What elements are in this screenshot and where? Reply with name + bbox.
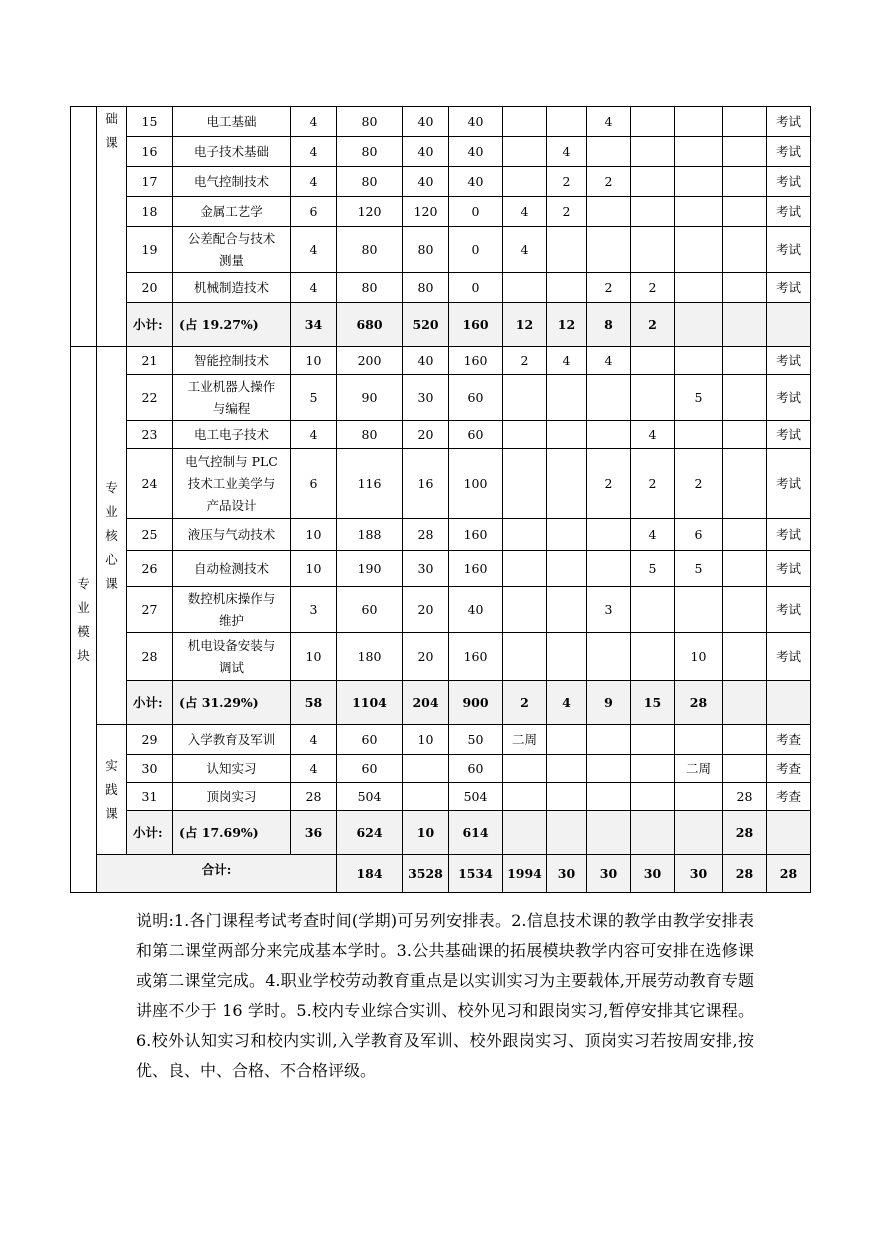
semester-1-cell: 2 — [503, 681, 547, 725]
course-number: 23 — [127, 421, 173, 449]
assessment-cell: 考试 — [767, 137, 811, 167]
theory-hours-cell: 80 — [403, 227, 449, 273]
practice-hours-cell: 40 — [449, 587, 503, 633]
credit-cell: 36 — [291, 811, 337, 855]
semester-5-cell: 6 — [675, 519, 723, 551]
semester-4-cell — [631, 633, 675, 681]
subtotal-row — [71, 811, 811, 855]
credit-cell: 4 — [291, 137, 337, 167]
semester-1-cell — [503, 449, 547, 519]
course-name: 公差配合与技术测量 — [173, 227, 291, 273]
theory-hours-cell: 40 — [403, 107, 449, 137]
theory-hours-cell: 16 — [403, 449, 449, 519]
semester-3-cell: 3 — [587, 587, 631, 633]
subtotal-label: 小计: — [127, 303, 173, 347]
explanatory-note: 说明:1.各门课程考试考查时间(学期)可另列安排表。2.信息技术课的教学由教学安排表和第二课堂两部分来完成基本学时。3.公共基础课的拓展模块教学内容可安排在选修课或第二课堂完成。4.职业学校劳动教育重点是以实训实习为主要载体,开展劳动教育专题讲座不少于 16 学时。5.校内专业综合实训、校外见习和跟岗实习,暂停安排其它课程。6.校外认知实习和校内实训,入学教育及军训、校外跟岗实习、顶岗实习若按周安排,按优、良、中、合格、不合格评级。 — [136, 911, 754, 1080]
course-number: 15 — [127, 107, 173, 137]
theory-hours-cell: 30 — [403, 551, 449, 587]
practice-hours-cell: 0 — [449, 197, 503, 227]
course-number: 18 — [127, 197, 173, 227]
practice-hours-cell: 40 — [449, 107, 503, 137]
semester-6-cell — [723, 519, 767, 551]
credit-cell: 184 — [337, 855, 403, 893]
semester-4-cell — [631, 347, 675, 375]
semester-2-cell — [547, 449, 587, 519]
semester-2-cell — [547, 783, 587, 811]
semester-5-cell — [675, 783, 723, 811]
theory-hours-cell: 204 — [403, 681, 449, 725]
practice-hours-cell: 60 — [449, 421, 503, 449]
practice-hours-cell: 0 — [449, 227, 503, 273]
total-hours-cell: 60 — [337, 587, 403, 633]
semester-4-cell — [631, 227, 675, 273]
semester-6-cell — [723, 421, 767, 449]
subtotal-percent: (占 31.29%) — [173, 681, 291, 725]
semester-5-cell: 10 — [675, 633, 723, 681]
total-hours-cell: 180 — [337, 633, 403, 681]
semester-6-cell — [723, 347, 767, 375]
semester-1-cell — [503, 107, 547, 137]
total-hours-cell: 60 — [337, 725, 403, 755]
semester-6-cell: 28 — [723, 811, 767, 855]
assessment-cell: 考试 — [767, 551, 811, 587]
semester-5-cell — [675, 811, 723, 855]
assessment-cell: 考试 — [767, 227, 811, 273]
semester-5-cell — [675, 273, 723, 303]
course-name: 电工电子技术 — [173, 421, 291, 449]
course-name: 液压与气动技术 — [173, 519, 291, 551]
semester-4-cell — [631, 375, 675, 421]
theory-hours-cell: 20 — [403, 633, 449, 681]
credit-cell: 6 — [291, 449, 337, 519]
table-row — [71, 347, 811, 375]
semester-1-cell — [503, 167, 547, 197]
table-row — [71, 587, 811, 633]
assessment-cell: 考查 — [767, 725, 811, 755]
semester-2-cell — [547, 811, 587, 855]
assessment-cell: 考查 — [767, 783, 811, 811]
practice-hours-cell: 160 — [449, 519, 503, 551]
semester-3-cell — [587, 551, 631, 587]
curriculum-table — [70, 106, 811, 893]
theory-hours-cell: 40 — [403, 347, 449, 375]
semester-5-cell: 二周 — [675, 755, 723, 783]
credit-cell: 10 — [291, 347, 337, 375]
semester-5-cell — [675, 725, 723, 755]
assessment-cell: 考试 — [767, 167, 811, 197]
theory-hours-cell: 120 — [403, 197, 449, 227]
semester-1-cell — [503, 421, 547, 449]
semester-5-cell — [675, 167, 723, 197]
semester-4-cell: 5 — [631, 551, 675, 587]
credit-cell: 4 — [291, 755, 337, 783]
group-label-shijian: 实践课 — [97, 725, 127, 855]
assessment-cell: 考试 — [767, 449, 811, 519]
table-row — [71, 633, 811, 681]
course-number: 27 — [127, 587, 173, 633]
table-row — [71, 755, 811, 783]
theory-hours-cell: 520 — [403, 303, 449, 347]
total-hours-cell: 200 — [337, 347, 403, 375]
semester-6-cell — [723, 167, 767, 197]
semester-6-cell — [723, 303, 767, 347]
semester-5-cell — [675, 347, 723, 375]
semester-2-cell — [547, 107, 587, 137]
semester-4-cell — [631, 811, 675, 855]
subtotal-row — [71, 303, 811, 347]
semester-3-cell — [587, 421, 631, 449]
semester-4-cell — [631, 587, 675, 633]
semester-6-cell: 28 — [723, 783, 767, 811]
assessment-cell: 考试 — [767, 633, 811, 681]
semester-3-cell: 2 — [587, 449, 631, 519]
course-name: 工业机器人操作与编程 — [173, 375, 291, 421]
semester-6-cell — [723, 633, 767, 681]
assessment-cell — [767, 681, 811, 725]
theory-hours-cell: 20 — [403, 587, 449, 633]
semester-4-cell: 4 — [631, 519, 675, 551]
credit-cell: 4 — [291, 273, 337, 303]
semester-5-cell — [675, 137, 723, 167]
credit-cell: 10 — [291, 633, 337, 681]
course-name: 顶岗实习 — [173, 783, 291, 811]
table-row — [71, 551, 811, 587]
grand-total-label: 合计: — [97, 855, 337, 893]
semester-6-cell — [723, 107, 767, 137]
semester-4-cell — [631, 725, 675, 755]
credit-cell: 3 — [291, 587, 337, 633]
course-number: 25 — [127, 519, 173, 551]
credit-cell: 5 — [291, 375, 337, 421]
subtotal-row — [71, 681, 811, 725]
semester-2-cell — [547, 587, 587, 633]
course-number: 29 — [127, 725, 173, 755]
semester-5-cell: 28 — [723, 855, 767, 893]
theory-hours-cell: 40 — [403, 137, 449, 167]
semester-2-cell — [547, 273, 587, 303]
semester-3-cell: 8 — [587, 303, 631, 347]
practice-hours-cell: 60 — [449, 755, 503, 783]
semester-2-cell — [547, 755, 587, 783]
semester-5-cell — [675, 421, 723, 449]
total-hours-cell: 190 — [337, 551, 403, 587]
semester-4-cell: 30 — [675, 855, 723, 893]
assessment-cell: 考试 — [767, 375, 811, 421]
course-name: 智能控制技术 — [173, 347, 291, 375]
table-row — [71, 375, 811, 421]
semester-1-cell: 30 — [547, 855, 587, 893]
semester-4-cell — [631, 137, 675, 167]
semester-3-cell — [587, 227, 631, 273]
credit-cell: 4 — [291, 421, 337, 449]
semester-6-cell — [723, 725, 767, 755]
assessment-cell: 考试 — [767, 421, 811, 449]
credit-cell: 58 — [291, 681, 337, 725]
semester-1-cell — [503, 137, 547, 167]
theory-hours-cell: 1534 — [449, 855, 503, 893]
table-row — [71, 107, 811, 137]
table-row — [71, 421, 811, 449]
semester-4-cell — [631, 167, 675, 197]
semester-6-cell: 28 — [767, 855, 811, 893]
theory-hours-cell: 40 — [403, 167, 449, 197]
assessment-cell — [767, 811, 811, 855]
semester-6-cell — [723, 755, 767, 783]
semester-1-cell — [503, 273, 547, 303]
semester-3-cell: 4 — [587, 107, 631, 137]
semester-5-cell: 28 — [675, 681, 723, 725]
semester-5-cell: 5 — [675, 375, 723, 421]
course-number: 17 — [127, 167, 173, 197]
practice-hours-cell: 100 — [449, 449, 503, 519]
credit-cell: 4 — [291, 167, 337, 197]
course-name: 数控机床操作与维护 — [173, 587, 291, 633]
semester-1-cell: 12 — [503, 303, 547, 347]
semester-4-cell: 4 — [631, 421, 675, 449]
course-number: 22 — [127, 375, 173, 421]
semester-2-cell: 4 — [547, 681, 587, 725]
semester-3-cell: 4 — [587, 347, 631, 375]
semester-5-cell — [675, 227, 723, 273]
semester-4-cell: 2 — [631, 273, 675, 303]
semester-2-cell: 30 — [587, 855, 631, 893]
semester-3-cell — [587, 197, 631, 227]
total-hours-cell: 120 — [337, 197, 403, 227]
theory-hours-cell — [403, 783, 449, 811]
total-hours-cell: 116 — [337, 449, 403, 519]
credit-cell: 28 — [291, 783, 337, 811]
course-number: 31 — [127, 783, 173, 811]
semester-4-cell: 15 — [631, 681, 675, 725]
semester-5-cell — [675, 107, 723, 137]
total-hours-cell: 680 — [337, 303, 403, 347]
course-number: 19 — [127, 227, 173, 273]
total-hours-cell: 624 — [337, 811, 403, 855]
semester-2-cell: 4 — [547, 137, 587, 167]
theory-hours-cell: 10 — [403, 811, 449, 855]
semester-5-cell — [675, 587, 723, 633]
theory-hours-cell: 10 — [403, 725, 449, 755]
semester-3-cell: 2 — [587, 167, 631, 197]
theory-hours-cell: 28 — [403, 519, 449, 551]
credit-cell: 34 — [291, 303, 337, 347]
course-name: 认知实习 — [173, 755, 291, 783]
total-hours-cell: 80 — [337, 227, 403, 273]
group-label-zhuanye-mokuai: 专业模块 — [71, 347, 97, 893]
theory-hours-cell: 80 — [403, 273, 449, 303]
total-hours-cell: 3528 — [403, 855, 449, 893]
semester-3-cell — [587, 725, 631, 755]
assessment-cell: 考试 — [767, 587, 811, 633]
course-name: 机械制造技术 — [173, 273, 291, 303]
practice-hours-cell: 160 — [449, 633, 503, 681]
total-hours-cell: 60 — [337, 755, 403, 783]
semester-2-cell: 4 — [547, 347, 587, 375]
table-row — [71, 783, 811, 811]
practice-hours-cell: 160 — [449, 551, 503, 587]
course-name: 入学教育及军训 — [173, 725, 291, 755]
course-number: 21 — [127, 347, 173, 375]
semester-2-cell — [547, 227, 587, 273]
semester-3-cell: 2 — [587, 273, 631, 303]
theory-hours-cell: 30 — [403, 375, 449, 421]
semester-1-cell: 2 — [503, 347, 547, 375]
group-label-hexin: 专业核心课 — [97, 347, 127, 725]
semester-1-cell — [503, 375, 547, 421]
assessment-cell: 考试 — [767, 107, 811, 137]
credit-cell: 4 — [291, 725, 337, 755]
total-hours-cell: 504 — [337, 783, 403, 811]
semester-1-cell — [503, 551, 547, 587]
practice-hours-cell: 614 — [449, 811, 503, 855]
semester-3-cell — [587, 755, 631, 783]
semester-1-cell — [503, 519, 547, 551]
semester-6-cell — [723, 197, 767, 227]
course-number: 20 — [127, 273, 173, 303]
assessment-cell: 考试 — [767, 519, 811, 551]
course-name: 电气控制与 PLC 技术工业美学与产品设计 — [173, 449, 291, 519]
practice-hours-cell: 900 — [449, 681, 503, 725]
semester-3-cell — [587, 783, 631, 811]
table-row — [71, 197, 811, 227]
subtotal-label: 小计: — [127, 811, 173, 855]
semester-1-cell — [503, 755, 547, 783]
credit-cell: 10 — [291, 551, 337, 587]
assessment-cell: 考试 — [767, 197, 811, 227]
semester-3-cell — [587, 811, 631, 855]
course-name: 电工基础 — [173, 107, 291, 137]
practice-hours-cell: 40 — [449, 137, 503, 167]
semester-6-cell — [723, 551, 767, 587]
subtotal-label: 小计: — [127, 681, 173, 725]
practice-hours-cell: 1994 — [503, 855, 547, 893]
practice-hours-cell: 160 — [449, 303, 503, 347]
course-name: 机电设备安装与调试 — [173, 633, 291, 681]
semester-5-cell — [675, 303, 723, 347]
credit-cell: 6 — [291, 197, 337, 227]
semester-5-cell: 2 — [675, 449, 723, 519]
semester-3-cell: 30 — [631, 855, 675, 893]
semester-2-cell — [547, 633, 587, 681]
semester-3-cell — [587, 137, 631, 167]
table-row — [71, 725, 811, 755]
semester-6-cell — [723, 587, 767, 633]
semester-2-cell — [547, 375, 587, 421]
total-hours-cell: 80 — [337, 137, 403, 167]
course-number: 30 — [127, 755, 173, 783]
assessment-cell: 考试 — [767, 347, 811, 375]
theory-hours-cell: 20 — [403, 421, 449, 449]
table-row — [71, 519, 811, 551]
practice-hours-cell: 40 — [449, 167, 503, 197]
semester-1-cell — [503, 783, 547, 811]
semester-3-cell — [587, 375, 631, 421]
semester-6-cell — [723, 273, 767, 303]
credit-cell: 4 — [291, 227, 337, 273]
semester-1-cell: 4 — [503, 227, 547, 273]
practice-hours-cell: 504 — [449, 783, 503, 811]
semester-1-cell: 4 — [503, 197, 547, 227]
semester-6-cell — [723, 227, 767, 273]
total-hours-cell: 80 — [337, 167, 403, 197]
practice-hours-cell: 160 — [449, 347, 503, 375]
total-hours-cell: 1104 — [337, 681, 403, 725]
semester-4-cell — [631, 107, 675, 137]
semester-6-cell — [723, 137, 767, 167]
subtotal-percent: (占 17.69%) — [173, 811, 291, 855]
course-name: 电气控制技术 — [173, 167, 291, 197]
table-row — [71, 273, 811, 303]
credit-cell: 4 — [291, 107, 337, 137]
table-row — [71, 137, 811, 167]
semester-3-cell — [587, 519, 631, 551]
grand-total-row — [71, 855, 811, 893]
total-hours-cell: 188 — [337, 519, 403, 551]
credit-cell: 10 — [291, 519, 337, 551]
total-hours-cell: 80 — [337, 107, 403, 137]
semester-4-cell: 2 — [631, 303, 675, 347]
assessment-cell — [767, 303, 811, 347]
total-hours-cell: 80 — [337, 273, 403, 303]
course-number: 24 — [127, 449, 173, 519]
assessment-cell: 考试 — [767, 273, 811, 303]
practice-hours-cell: 0 — [449, 273, 503, 303]
course-number: 26 — [127, 551, 173, 587]
semester-2-cell: 2 — [547, 197, 587, 227]
course-number: 16 — [127, 137, 173, 167]
semester-2-cell — [547, 551, 587, 587]
semester-6-cell — [723, 375, 767, 421]
course-name: 金属工艺学 — [173, 197, 291, 227]
table-row — [71, 449, 811, 519]
semester-1-cell — [503, 587, 547, 633]
semester-4-cell — [631, 783, 675, 811]
total-hours-cell: 80 — [337, 421, 403, 449]
course-number: 28 — [127, 633, 173, 681]
semester-2-cell — [547, 725, 587, 755]
course-name: 自动检测技术 — [173, 551, 291, 587]
semester-3-cell: 9 — [587, 681, 631, 725]
semester-4-cell — [631, 197, 675, 227]
total-hours-cell: 90 — [337, 375, 403, 421]
semester-6-cell — [723, 449, 767, 519]
table-row — [71, 227, 811, 273]
semester-1-cell — [503, 811, 547, 855]
semester-3-cell — [587, 633, 631, 681]
semester-2-cell — [547, 519, 587, 551]
semester-2-cell: 2 — [547, 167, 587, 197]
theory-hours-cell — [403, 755, 449, 783]
semester-2-cell: 12 — [547, 303, 587, 347]
course-name: 电子技术基础 — [173, 137, 291, 167]
subtotal-percent: (占 19.27%) — [173, 303, 291, 347]
practice-hours-cell: 60 — [449, 375, 503, 421]
semester-5-cell: 5 — [675, 551, 723, 587]
assessment-cell: 考查 — [767, 755, 811, 783]
table-row — [71, 167, 811, 197]
semester-4-cell: 2 — [631, 449, 675, 519]
semester-6-cell — [723, 681, 767, 725]
semester-4-cell — [631, 755, 675, 783]
semester-2-cell — [547, 421, 587, 449]
group-label-jichu: 础课 — [97, 107, 127, 347]
practice-hours-cell: 50 — [449, 725, 503, 755]
semester-1-cell: 二周 — [503, 725, 547, 755]
semester-5-cell — [675, 197, 723, 227]
module-cell-blank — [71, 107, 97, 347]
semester-1-cell — [503, 633, 547, 681]
